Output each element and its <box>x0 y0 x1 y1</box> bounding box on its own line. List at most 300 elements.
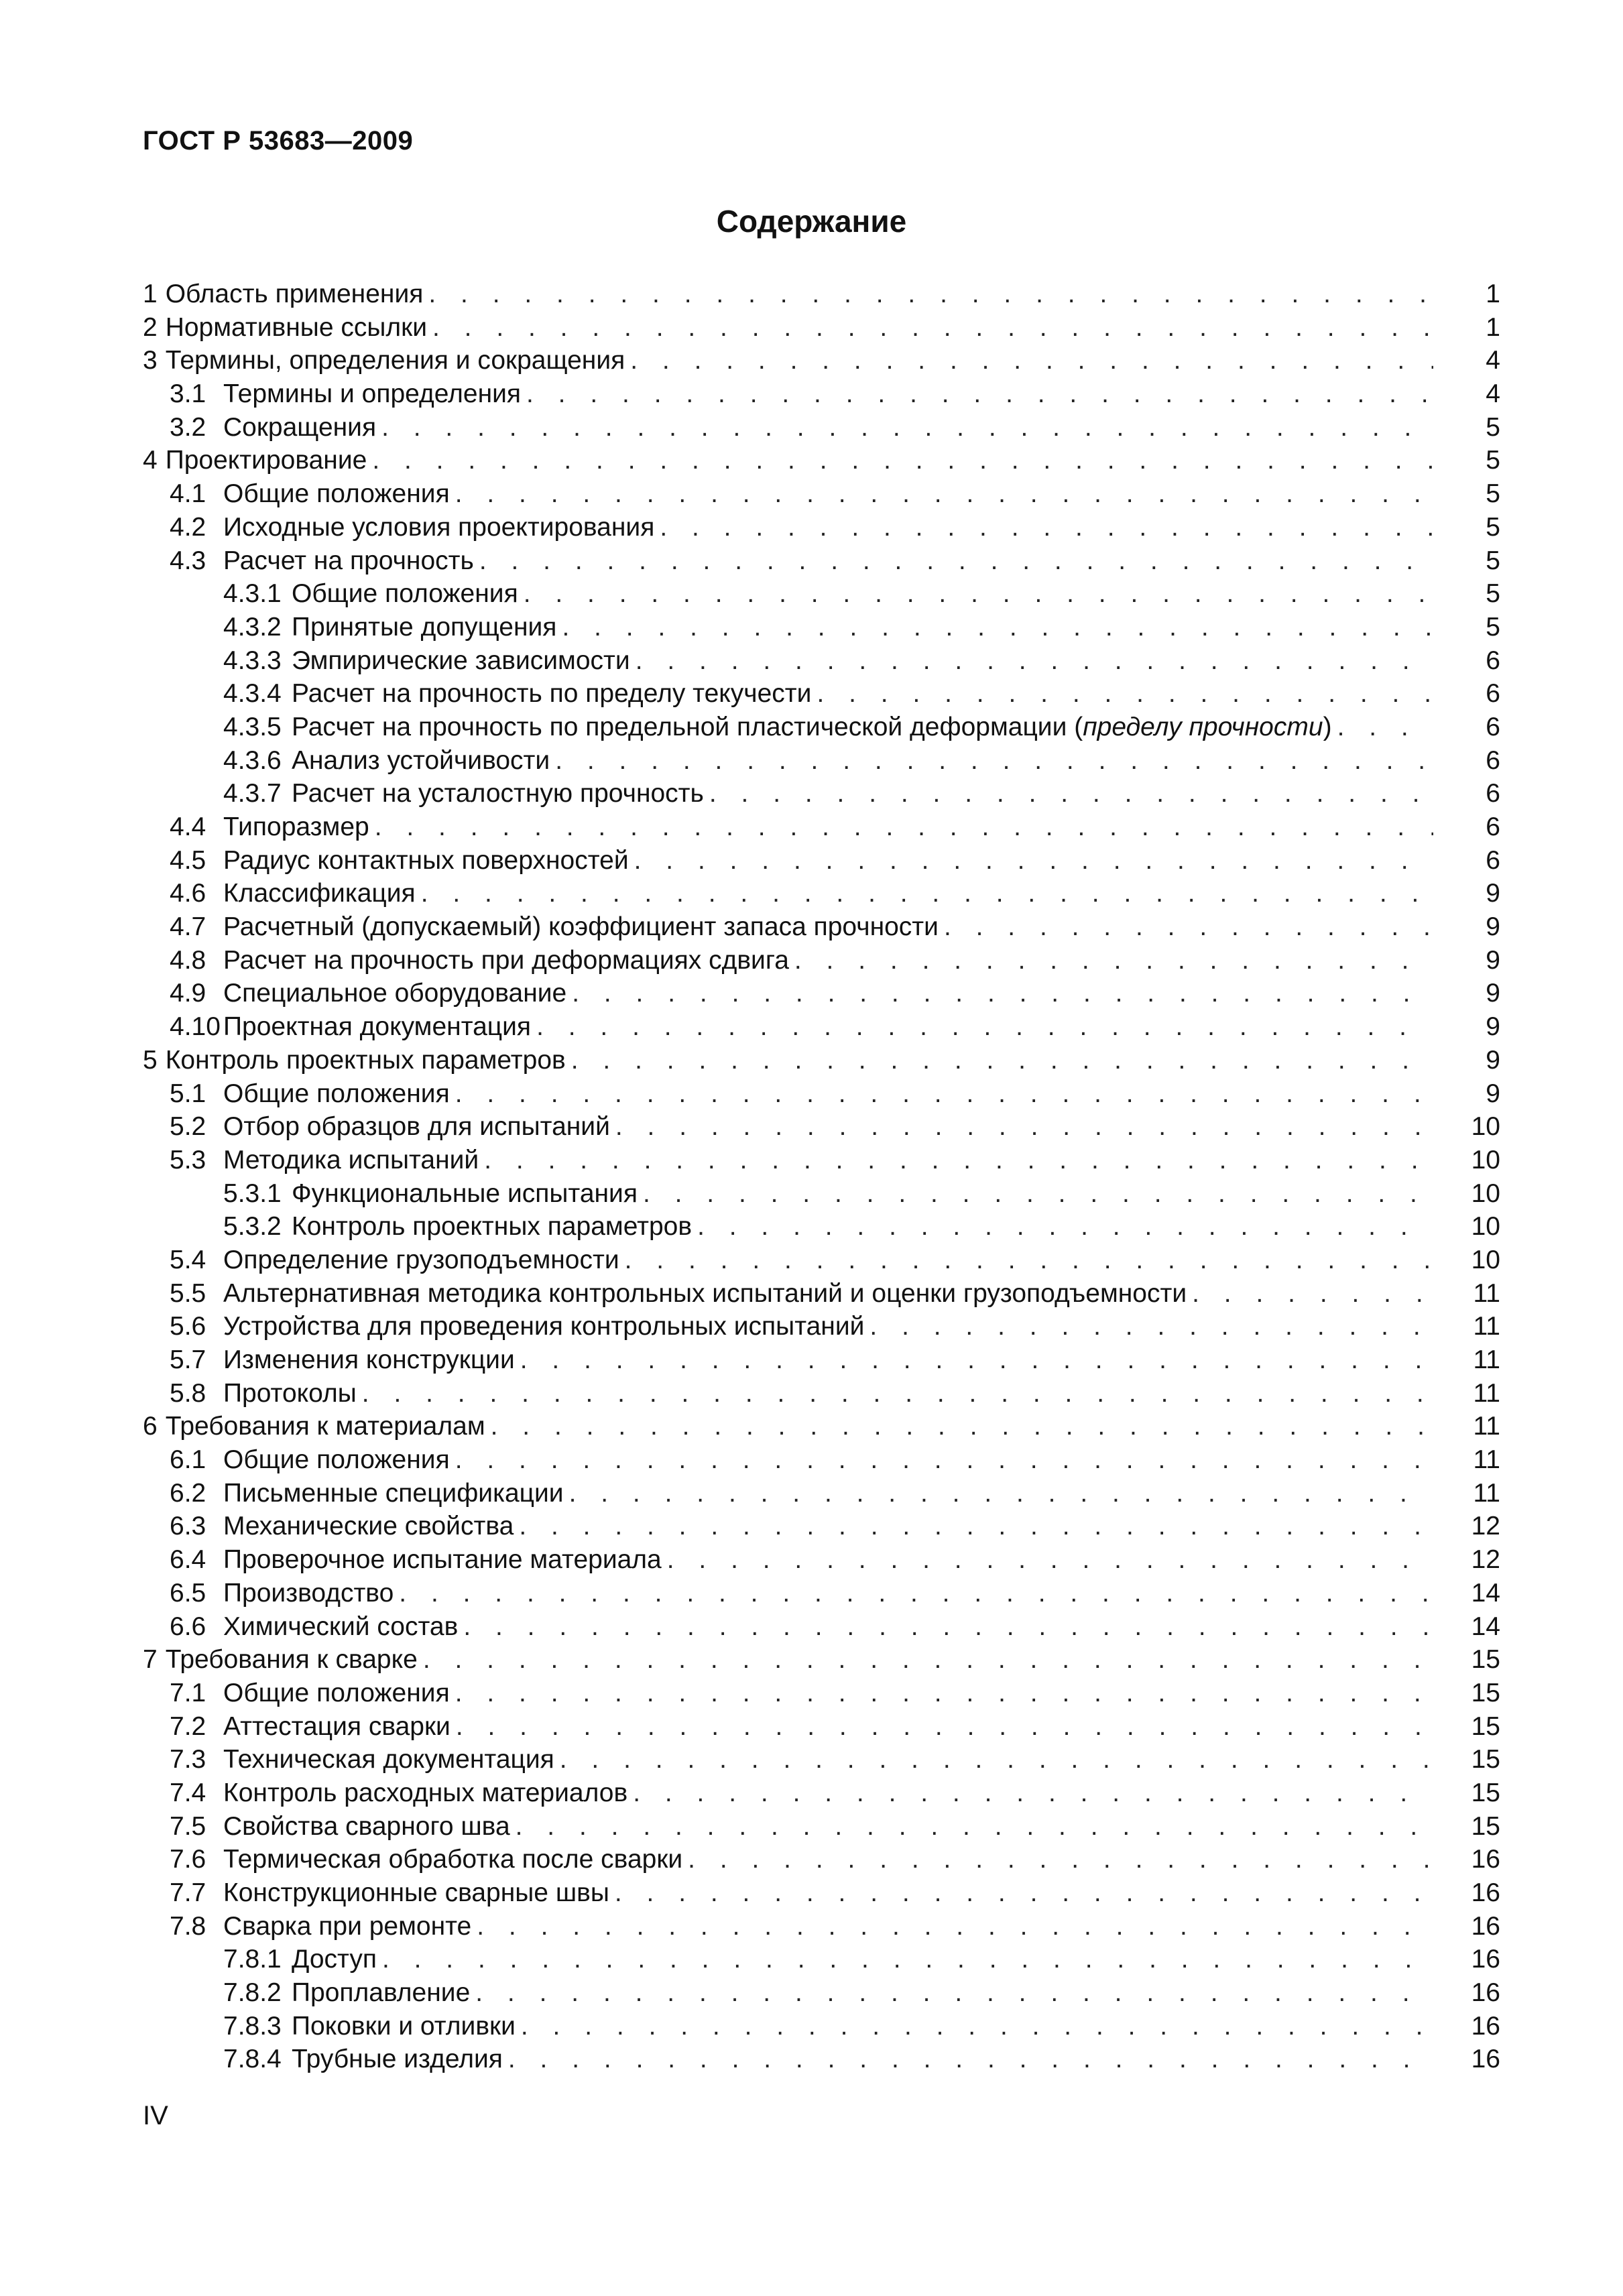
toc-entry-page: 4 <box>1486 346 1500 375</box>
toc-entry-number: 4.3.4 <box>223 679 282 709</box>
toc-entry-text <box>223 411 376 444</box>
toc-entry-title <box>143 1310 1433 1343</box>
toc-entry-text <box>223 1144 479 1177</box>
toc-entry-title <box>143 844 1433 878</box>
toc-entry-text-main: Проплавление <box>292 1978 471 2008</box>
toc-entry-page: 12 <box>1471 1545 1500 1575</box>
toc-entry[interactable] <box>143 1943 1500 1976</box>
toc-entry-text-main: Классификация <box>223 879 416 908</box>
toc-entry-text-main: Поковки и отливки <box>292 2011 516 2041</box>
toc-entry-title <box>143 1843 1433 1876</box>
toc-entry[interactable] <box>143 377 1500 411</box>
toc-entry-text-main: Общие положения <box>223 1079 450 1108</box>
toc-entry-number: 5.4 <box>170 1245 206 1274</box>
toc-entry-number: 4.3.5 <box>223 712 282 741</box>
toc-entry-number: 7.2 <box>170 1711 206 1741</box>
toc-entry[interactable] <box>143 744 1500 778</box>
toc-entry-text-main: Требования к материалам <box>165 1412 485 1441</box>
toc-entry-number: 6.4 <box>170 1545 206 1575</box>
toc-entry[interactable] <box>143 1843 1500 1876</box>
toc-entry-page: 16 <box>1471 2011 1500 2041</box>
toc-entry-text <box>223 377 521 411</box>
toc-entry-text <box>223 1610 458 1644</box>
toc-entry-text <box>166 1044 566 1077</box>
toc-entry-text-main: Сварка при ремонте <box>223 1911 472 1941</box>
toc-entry[interactable] <box>143 644 1500 678</box>
toc-entry-text-main: Свойства сварного шва <box>223 1811 510 1841</box>
toc-leader-dots <box>692 1210 1433 1244</box>
toc-entry[interactable] <box>143 511 1500 544</box>
toc-entry-text-main: Исходные условия проектирования <box>223 512 655 542</box>
toc-entry[interactable] <box>143 1177 1500 1211</box>
toc-entry[interactable] <box>143 777 1500 810</box>
toc-entry-number: 4.3.6 <box>223 745 282 775</box>
toc-entry-title <box>143 511 1433 544</box>
toc-entry-text <box>223 1710 450 1744</box>
toc-entry-title <box>143 944 1433 977</box>
toc-entry-title <box>143 1943 1433 1976</box>
toc-entry-page: 6 <box>1486 845 1500 875</box>
toc-leader-dots <box>474 544 1433 578</box>
toc-entry-title <box>143 1343 1433 1377</box>
toc-leader-dots <box>423 278 1433 311</box>
toc-entry-text <box>223 477 450 511</box>
toc-entry-number: 4.1 <box>170 479 206 509</box>
toc-entry-text-main: Письменные спецификации <box>223 1478 564 1508</box>
toc-entry-number: 5 <box>143 1045 158 1075</box>
toc-entry-title <box>143 1776 1433 1810</box>
toc-entry-page: 14 <box>1471 1578 1500 1608</box>
toc-entry-text-main: Конструкционные сварные швы <box>223 1878 609 1907</box>
toc-entry-text-main: Функциональные испытания <box>292 1179 638 1208</box>
toc-entry-number: 7.8.1 <box>223 1945 282 1974</box>
toc-entry[interactable] <box>143 1976 1500 2010</box>
toc-entry-title <box>143 677 1433 711</box>
toc-entry-title <box>143 1244 1433 1277</box>
toc-entry[interactable] <box>143 711 1500 744</box>
toc-entry-text-main: Термины и определения <box>223 379 522 409</box>
toc-entry-number: 3.2 <box>170 412 206 442</box>
toc-entry-text <box>292 677 811 711</box>
toc-entry[interactable] <box>143 1077 1500 1111</box>
toc-entry-page: 10 <box>1471 1145 1500 1174</box>
toc-entry-page: 6 <box>1486 646 1500 675</box>
toc-entry[interactable] <box>143 1310 1500 1343</box>
toc-entry-title <box>143 1044 1433 1077</box>
toc-entry-title <box>143 311 1433 345</box>
toc-entry-page: 14 <box>1471 1612 1500 1641</box>
toc-entry-number: 4.3.3 <box>223 646 282 675</box>
toc-entry-number: 6.6 <box>170 1612 206 1641</box>
toc-entry-text-main: Общие положения <box>223 1445 450 1475</box>
toc-entry-text <box>292 1943 377 1976</box>
toc-entry-text <box>223 1443 450 1477</box>
toc-entry-text <box>223 1277 1187 1311</box>
toc-entry-page: 1 <box>1486 280 1500 308</box>
toc-leader-dots <box>550 744 1433 778</box>
toc-entry-title <box>143 611 1433 644</box>
toc-entry-page: 5 <box>1486 412 1500 442</box>
toc-leader-dots <box>864 1310 1433 1343</box>
toc-entry-page: 10 <box>1471 1212 1500 1242</box>
toc-entry-text-main: Термическая обработка после сварки <box>223 1845 683 1874</box>
toc-entry-number: 7.8.2 <box>223 1978 282 2008</box>
table-of-contents <box>143 278 1500 2076</box>
toc-leader-dots <box>479 1144 1433 1177</box>
toc-entry-number: 4.7 <box>170 912 206 942</box>
toc-entry-text-main: Расчет на прочность <box>223 546 474 575</box>
toc-entry-page: 12 <box>1471 1512 1500 1541</box>
toc-leader-dots <box>682 1843 1433 1876</box>
toc-entry-number: 5.3.2 <box>223 1212 282 1242</box>
toc-entry[interactable] <box>143 1244 1500 1277</box>
toc-entry-text-main: Анализ устойчивости <box>292 745 550 775</box>
toc-entry-text-italic: пределу прочности <box>1083 712 1323 741</box>
toc-entry-number: 7.6 <box>170 1845 206 1874</box>
toc-entry-text <box>292 644 630 678</box>
toc-entry-number: 3.1 <box>170 379 206 409</box>
toc-entry-title <box>143 1010 1433 1044</box>
toc-leader-dots <box>521 377 1433 411</box>
toc-leader-dots <box>516 2010 1433 2043</box>
toc-entry-number: 5.1 <box>170 1079 206 1108</box>
toc-entry[interactable] <box>143 944 1500 977</box>
toc-leader-dots <box>556 611 1433 644</box>
toc-entry-page: 11 <box>1473 1412 1500 1441</box>
toc-entry-number: 7.8.3 <box>223 2011 282 2041</box>
toc-entry[interactable] <box>143 1144 1500 1177</box>
toc-entry-number: 4.9 <box>170 979 206 1008</box>
toc-entry-number: 5.3 <box>170 1145 206 1174</box>
toc-entry[interactable] <box>143 977 1500 1010</box>
toc-entry[interactable] <box>143 1210 1500 1244</box>
toc-entry-number: 5.3.1 <box>223 1179 282 1208</box>
toc-entry-text <box>166 1643 418 1677</box>
toc-entry[interactable] <box>143 1543 1500 1577</box>
toc-entry-number: 4.8 <box>170 945 206 975</box>
toc-entry-number: 6 <box>143 1412 158 1441</box>
toc-leader-dots <box>609 1876 1433 1910</box>
toc-entry-text <box>292 777 704 810</box>
toc-entry-page: 6 <box>1486 679 1500 709</box>
toc-entry-page: 11 <box>1473 1478 1500 1508</box>
toc-entry-number: 4.4 <box>170 812 206 841</box>
toc-entry-number: 5.6 <box>170 1312 206 1341</box>
toc-entry-page: 16 <box>1471 2045 1500 2074</box>
toc-entry-text <box>292 611 556 644</box>
toc-entry[interactable] <box>143 844 1500 878</box>
toc-entry-page: 16 <box>1471 1911 1500 1941</box>
toc-entry-text-after: ) <box>1323 712 1332 741</box>
toc-entry-title <box>143 377 1433 411</box>
toc-entry-text <box>223 1010 531 1044</box>
toc-entry-text <box>166 344 625 377</box>
toc-entry-text <box>292 577 518 611</box>
toc-entry-title <box>143 411 1433 444</box>
toc-entry-text-main: Общие положения <box>223 1678 450 1707</box>
toc-entry[interactable] <box>143 1443 1500 1477</box>
toc-entry[interactable] <box>143 1677 1500 1710</box>
toc-leader-dots <box>458 1610 1433 1644</box>
toc-entry-number: 7.7 <box>170 1878 206 1907</box>
toc-entry[interactable] <box>143 1477 1500 1510</box>
toc-leader-dots <box>450 1443 1433 1477</box>
toc-entry[interactable] <box>143 1910 1500 1943</box>
toc-entry-page: 15 <box>1471 1778 1500 1807</box>
toc-leader-dots <box>416 877 1433 910</box>
toc-entry-text-main: Отбор образцов для испытаний <box>223 1112 610 1142</box>
toc-entry[interactable] <box>143 877 1500 910</box>
toc-entry[interactable] <box>143 1010 1500 1044</box>
toc-entry-text <box>223 977 566 1010</box>
toc-entry[interactable] <box>143 1510 1500 1543</box>
toc-entry-number: 6.5 <box>170 1578 206 1608</box>
toc-entry-text <box>223 844 629 878</box>
toc-entry-number: 5.2 <box>170 1112 206 1142</box>
toc-entry-title <box>143 444 1433 477</box>
page-number: IV <box>143 2101 168 2130</box>
toc-entry[interactable] <box>143 1810 1500 1844</box>
toc-leader-dots <box>654 511 1433 544</box>
toc-entry-text <box>292 2010 516 2043</box>
toc-entry-text <box>223 544 474 578</box>
toc-entry-number: 3 <box>143 346 158 375</box>
toc-leader-dots <box>566 977 1433 1010</box>
toc-entry[interactable] <box>143 278 1500 311</box>
toc-leader-dots <box>450 1710 1433 1744</box>
toc-entry-page: 15 <box>1471 1711 1500 1741</box>
toc-entry-title <box>143 1277 1433 1311</box>
toc-entry-title <box>143 477 1433 511</box>
toc-leader-dots <box>377 1943 1433 1976</box>
toc-entry-number: 5.5 <box>170 1278 206 1308</box>
toc-entry-text-main: Расчет на прочность по предельной пластической деформации ( <box>292 712 1083 741</box>
toc-entry[interactable] <box>143 1343 1500 1377</box>
toc-entry-number: 2 <box>143 312 158 342</box>
toc-entry-text <box>223 1244 619 1277</box>
toc-entry-text <box>166 311 427 345</box>
toc-entry-text-main: Контроль проектных параметров <box>292 1212 693 1242</box>
toc-leader-dots <box>450 1077 1433 1111</box>
toc-entry-text-main: Термины, определения и сокращения <box>165 346 625 375</box>
toc-leader-dots <box>450 1677 1433 1710</box>
toc-entry-number: 4 <box>143 446 158 475</box>
toc-entry-text <box>166 278 424 311</box>
toc-entry-title <box>143 1643 1433 1677</box>
toc-entry-title <box>143 1110 1433 1144</box>
toc-entry-text-main: Изменения конструкции <box>223 1345 515 1374</box>
toc-leader-dots <box>515 1343 1433 1377</box>
toc-entry-page: 16 <box>1471 1978 1500 2008</box>
toc-entry-page: 9 <box>1486 1012 1500 1042</box>
toc-entry[interactable] <box>143 1577 1500 1610</box>
toc-entry-number: 6.3 <box>170 1512 206 1541</box>
toc-leader-dots <box>510 1810 1433 1844</box>
toc-entry[interactable] <box>143 311 1500 345</box>
toc-entry-page: 5 <box>1486 546 1500 575</box>
toc-entry-page: 16 <box>1471 1845 1500 1874</box>
toc-entry-title <box>143 877 1433 910</box>
toc-entry-title <box>143 1976 1433 2010</box>
toc-entry-page: 9 <box>1486 979 1500 1008</box>
toc-entry-number: 4.3 <box>170 546 206 575</box>
toc-entry[interactable] <box>143 444 1500 477</box>
toc-entry-page: 6 <box>1486 712 1500 741</box>
toc-entry[interactable] <box>143 1110 1500 1144</box>
toc-entry-number: 7.3 <box>170 1745 206 1774</box>
toc-entry-page: 10 <box>1471 1179 1500 1208</box>
toc-leader-dots <box>470 1976 1433 2010</box>
toc-entry-title <box>143 777 1433 810</box>
toc-entry-number: 1 <box>143 280 158 308</box>
toc-entry-number: 4.6 <box>170 879 206 908</box>
toc-entry-text-main: Общие положения <box>292 579 518 609</box>
toc-entry-title <box>143 1610 1433 1644</box>
document-id: ГОСТ Р 53683—2009 <box>143 126 414 156</box>
toc-leader-dots <box>471 1910 1433 1943</box>
toc-entry-text-main: Расчет на прочность по пределу текучести <box>292 679 812 709</box>
toc-entry[interactable] <box>143 810 1500 844</box>
toc-entry[interactable] <box>143 344 1500 377</box>
toc-entry-number: 4.5 <box>170 845 206 875</box>
toc-entry-page: 9 <box>1486 945 1500 975</box>
toc-entry-text-main: Нормативные ссылки <box>165 312 427 342</box>
toc-entry-title <box>143 1410 1433 1443</box>
toc-entry-text-main: Химический состав <box>223 1612 459 1641</box>
toc-entry-text-main: Аттестация сварки <box>223 1711 450 1741</box>
toc-leader-dots <box>367 444 1433 477</box>
toc-entry-page: 5 <box>1486 479 1500 509</box>
toc-entry[interactable] <box>143 611 1500 644</box>
toc-leader-dots <box>369 810 1433 844</box>
toc-leader-dots <box>566 1044 1433 1077</box>
toc-leader-dots <box>418 1643 1433 1677</box>
toc-entry-page: 9 <box>1486 1079 1500 1108</box>
toc-entry[interactable] <box>143 677 1500 711</box>
toc-entry-page: 9 <box>1486 1045 1500 1075</box>
toc-entry-text-main: Проектная документация <box>223 1012 532 1042</box>
toc-entry-text <box>223 1543 662 1577</box>
toc-entry-page: 9 <box>1486 912 1500 942</box>
toc-leader-dots <box>531 1010 1433 1044</box>
toc-leader-dots <box>619 1244 1433 1277</box>
toc-entry-text <box>223 1377 357 1410</box>
toc-entry-page: 11 <box>1473 1345 1500 1374</box>
toc-entry-title <box>143 1743 1433 1776</box>
toc-entry-text-main: Протоколы <box>223 1378 357 1408</box>
toc-entry-text <box>292 711 1332 744</box>
toc-entry-title <box>143 1910 1433 1943</box>
toc-entry-number: 4.2 <box>170 512 206 542</box>
toc-entry-text-main: Альтернативная методика контрольных испытаний и оценки грузоподъемности <box>223 1278 1187 1308</box>
toc-entry-text <box>223 1510 514 1543</box>
toc-entry[interactable] <box>143 2010 1500 2043</box>
toc-leader-dots <box>357 1377 1433 1410</box>
toc-entry-text <box>223 1343 515 1377</box>
toc-entry-text-main: Производство <box>223 1578 394 1608</box>
toc-entry-number: 7.1 <box>170 1678 206 1707</box>
toc-entry-title <box>143 344 1433 377</box>
toc-leader-dots <box>427 311 1433 345</box>
toc-entry-text <box>223 1477 564 1510</box>
toc-leader-dots <box>554 1743 1433 1776</box>
toc-entry-title <box>143 1543 1433 1577</box>
toc-entry-text <box>223 1077 450 1111</box>
toc-entry-title <box>143 1477 1433 1510</box>
toc-entry-title <box>143 810 1433 844</box>
toc-entry-text-main: Специальное оборудование <box>223 979 567 1008</box>
toc-entry[interactable] <box>143 1277 1500 1311</box>
toc-entry[interactable] <box>143 1743 1500 1776</box>
toc-entry[interactable] <box>143 910 1500 944</box>
toc-entry-text-main: Определение грузоподъемности <box>223 1245 619 1274</box>
page-title: Содержание <box>716 204 907 239</box>
toc-entry[interactable] <box>143 477 1500 511</box>
toc-entry-text-main: Контроль проектных параметров <box>165 1045 566 1075</box>
toc-entry[interactable] <box>143 2043 1500 2076</box>
toc-entry-text <box>223 1577 394 1610</box>
toc-entry[interactable] <box>143 577 1500 611</box>
toc-entry-text-main: Механические свойства <box>223 1512 514 1541</box>
toc-entry-text <box>166 444 367 477</box>
toc-leader-dots <box>627 1776 1433 1810</box>
toc-entry-text-main: Эмпирические зависимости <box>292 646 630 675</box>
toc-entry-page: 5 <box>1486 446 1500 475</box>
toc-entry-text <box>223 1910 471 1943</box>
toc-entry-title <box>143 910 1433 944</box>
toc-entry-text <box>166 1410 485 1443</box>
toc-entry-text-main: Трубные изделия <box>292 2045 503 2074</box>
toc-entry-number: 7.8 <box>170 1911 206 1941</box>
toc-entry-page: 15 <box>1471 1811 1500 1841</box>
toc-entry[interactable] <box>143 1710 1500 1744</box>
toc-leader-dots <box>518 577 1433 611</box>
toc-entry[interactable] <box>143 1377 1500 1410</box>
toc-entry-title <box>143 1677 1433 1710</box>
toc-entry-text-main: Техническая документация <box>223 1745 554 1774</box>
toc-leader-dots <box>503 2043 1433 2076</box>
toc-entry[interactable] <box>143 1776 1500 1810</box>
toc-leader-dots <box>811 677 1433 711</box>
toc-entry[interactable] <box>143 1610 1500 1644</box>
toc-entry-page: 16 <box>1471 1945 1500 1974</box>
toc-entry[interactable] <box>143 544 1500 578</box>
toc-entry-text <box>292 744 550 778</box>
toc-entry-title <box>143 977 1433 1010</box>
toc-entry-text <box>223 1677 450 1710</box>
toc-entry-text <box>292 1177 638 1211</box>
toc-entry-page: 11 <box>1473 1378 1500 1408</box>
toc-leader-dots <box>939 910 1433 944</box>
toc-entry-text-main: Типоразмер <box>223 812 369 841</box>
toc-entry[interactable] <box>143 411 1500 444</box>
toc-entry-text-main: Общие положения <box>223 479 450 509</box>
toc-entry-number: 7.8.4 <box>223 2045 282 2074</box>
toc-leader-dots <box>704 777 1433 810</box>
toc-entry-title <box>143 544 1433 578</box>
toc-entry-title <box>143 2010 1433 2043</box>
toc-entry[interactable] <box>143 1044 1500 1077</box>
toc-entry-text-main: Требования к сварке <box>165 1645 418 1675</box>
toc-entry[interactable] <box>143 1876 1500 1910</box>
toc-entry[interactable] <box>143 1410 1500 1443</box>
toc-entry-title <box>143 644 1433 678</box>
toc-entry-page: 16 <box>1471 1878 1500 1907</box>
toc-entry-number: 4.3.2 <box>223 612 282 642</box>
toc-entry-number: 7.4 <box>170 1778 206 1807</box>
toc-entry[interactable] <box>143 1643 1500 1677</box>
toc-leader-dots <box>564 1477 1433 1510</box>
